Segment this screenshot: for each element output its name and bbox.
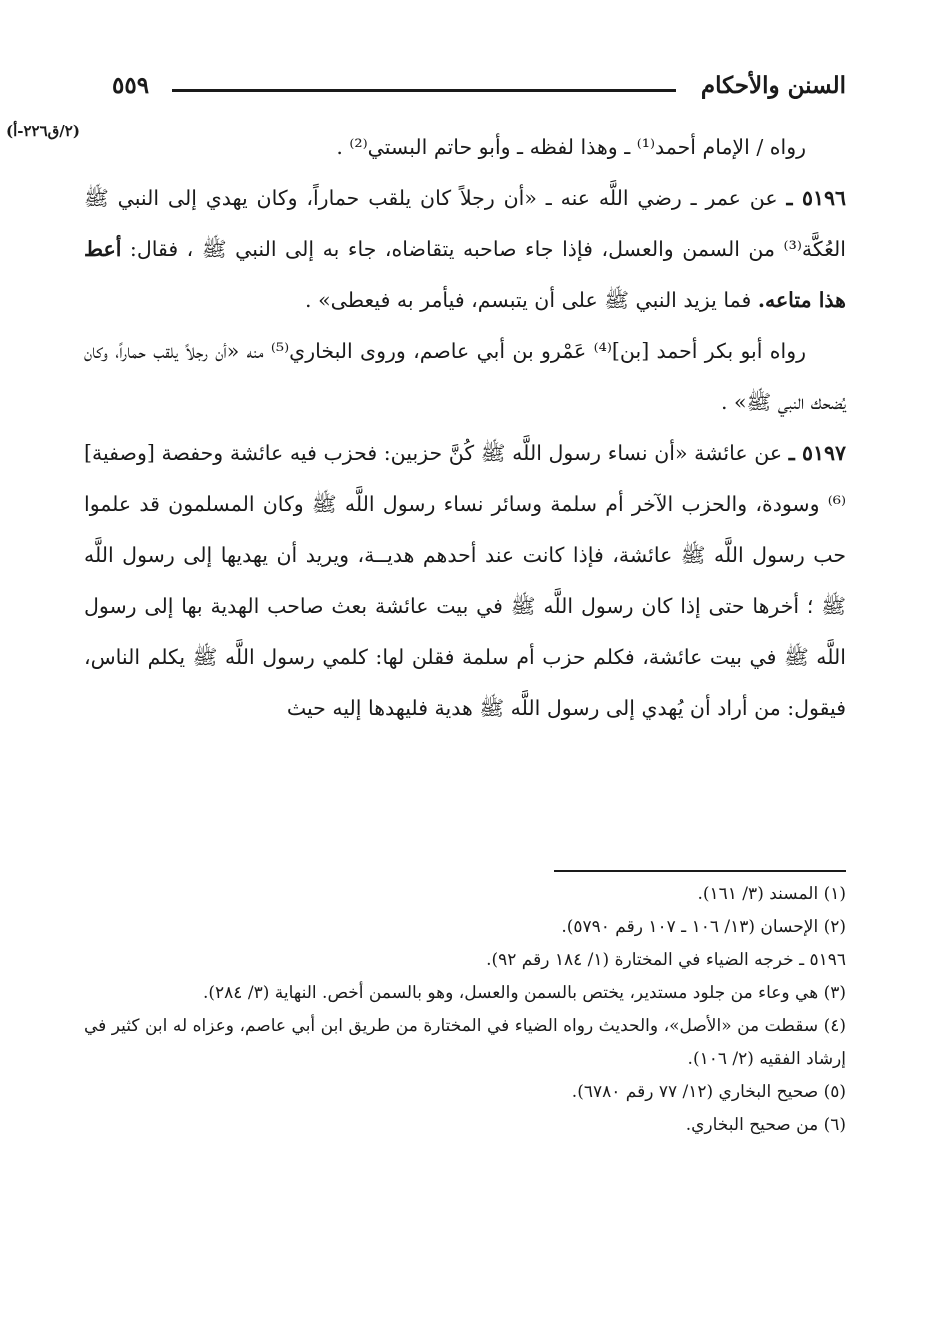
hadith-5196 bbox=[84, 173, 846, 326]
main-text bbox=[84, 122, 846, 734]
citation-paragraph: رواه أبو بكر أحمد [بن]⁽⁴⁾ عَمْرو بن أبي عاصم، وروى البخاري⁽⁵⁾ منه «أن رجلاً يلقب حماراً، وكان يُضحك النبي ﷺ» . bbox=[84, 339, 846, 414]
hadith-5197 bbox=[84, 428, 846, 734]
footnote-separator bbox=[554, 870, 846, 872]
footnote: (٣) هي وعاء من جلود مستدير، يختص بالسمن والعسل، وهو بالسمن أخص. النهاية (٣/ ٢٨٤). bbox=[202, 983, 846, 1003]
footnote: (٤) سقطت من «الأصل»، والحديث رواه الضياء في المختارة من طريق ابن أبي عاصم، وعزاه له ابن كثير في إرشاد الفقيه (٢/ ١٠٦). bbox=[84, 1016, 846, 1069]
footnote: (٦) من صحيح البخاري. bbox=[685, 1115, 846, 1135]
hadith-number: ٥١٩٧ ـ bbox=[788, 441, 846, 465]
manuscript-margin-reference: (٢/ق٢٢٦-أ) bbox=[6, 122, 80, 140]
page-header bbox=[112, 72, 846, 108]
footnote: (٥) صحيح البخاري (١٢/ ٧٧ رقم ٦٧٨٠). bbox=[571, 1082, 846, 1102]
header-rule bbox=[172, 89, 676, 92]
running-title: السنن والأحكام bbox=[700, 72, 846, 99]
hadith-quote-bold: أعط هذا متاعه. bbox=[84, 237, 846, 312]
hadith-number: ٥١٩٦ ـ bbox=[786, 186, 846, 210]
citation-paragraph: رواه / الإمام أحمد⁽¹⁾ ـ وهذا لفظه ـ وأبو حاتم البستي⁽²⁾ . bbox=[336, 135, 806, 159]
hadith-text: فما يزيد النبي ﷺ على أن يتبسم، فيأمر به فيعطى» . bbox=[305, 288, 758, 312]
hadith-text: عن عائشة «أن نساء رسول اللَّه ﷺ كُنَّ حزبين: فحزب فيه عائشة وحفصة [وصفية]⁽⁶⁾ وسودة، والحزب الآخر أم سلمة وسائر نساء رسول اللَّه ﷺ وكان المسلمون قد علموا حب رسول اللَّه ﷺ عائشة، فإذا كانت عند أحدهم هديــة، ويريد أن يهديها إلى رسول اللَّه ﷺ ؛ أخرها حتى إذا كان رسول اللَّه ﷺ في بيت عائشة بعث صاحب الهدية بها إلى رسول اللَّه ﷺ في بيت عائشة، فكلم حزب أم سلمة فقلن لها: كلمي رسول اللَّه ﷺ يكلم الناس، فيقول: من أراد أن يُهدي إلى رسول اللَّه ﷺ هدية فليهدها إليه حيث bbox=[84, 441, 846, 720]
hadith-text: عن عمر ـ رضي اللَّه عنه ـ «أن رجلاً كان يلقب حماراً، وكان يهدي إلى النبي ﷺ العُكَّة⁽³⁾ من السمن والعسل، فإذا جاء صاحبه يتقاضاه، جاء به إلى النبي ﷺ ، فقال: bbox=[84, 186, 846, 261]
footnote: (٢) الإحسان (١٣/ ١٠٦ ـ ١٠٧ رقم ٥٧٩٠). bbox=[561, 917, 846, 937]
footnote: (١) المسند (٣/ ١٦١). bbox=[697, 884, 846, 904]
footnotes bbox=[84, 878, 846, 1142]
footnote: ٥١٩٦ ـ خرجه الضياء في المختارة (١/ ١٨٤ رقم ٩٢). bbox=[486, 950, 846, 970]
page-number: ٥٥٩ bbox=[112, 72, 150, 99]
